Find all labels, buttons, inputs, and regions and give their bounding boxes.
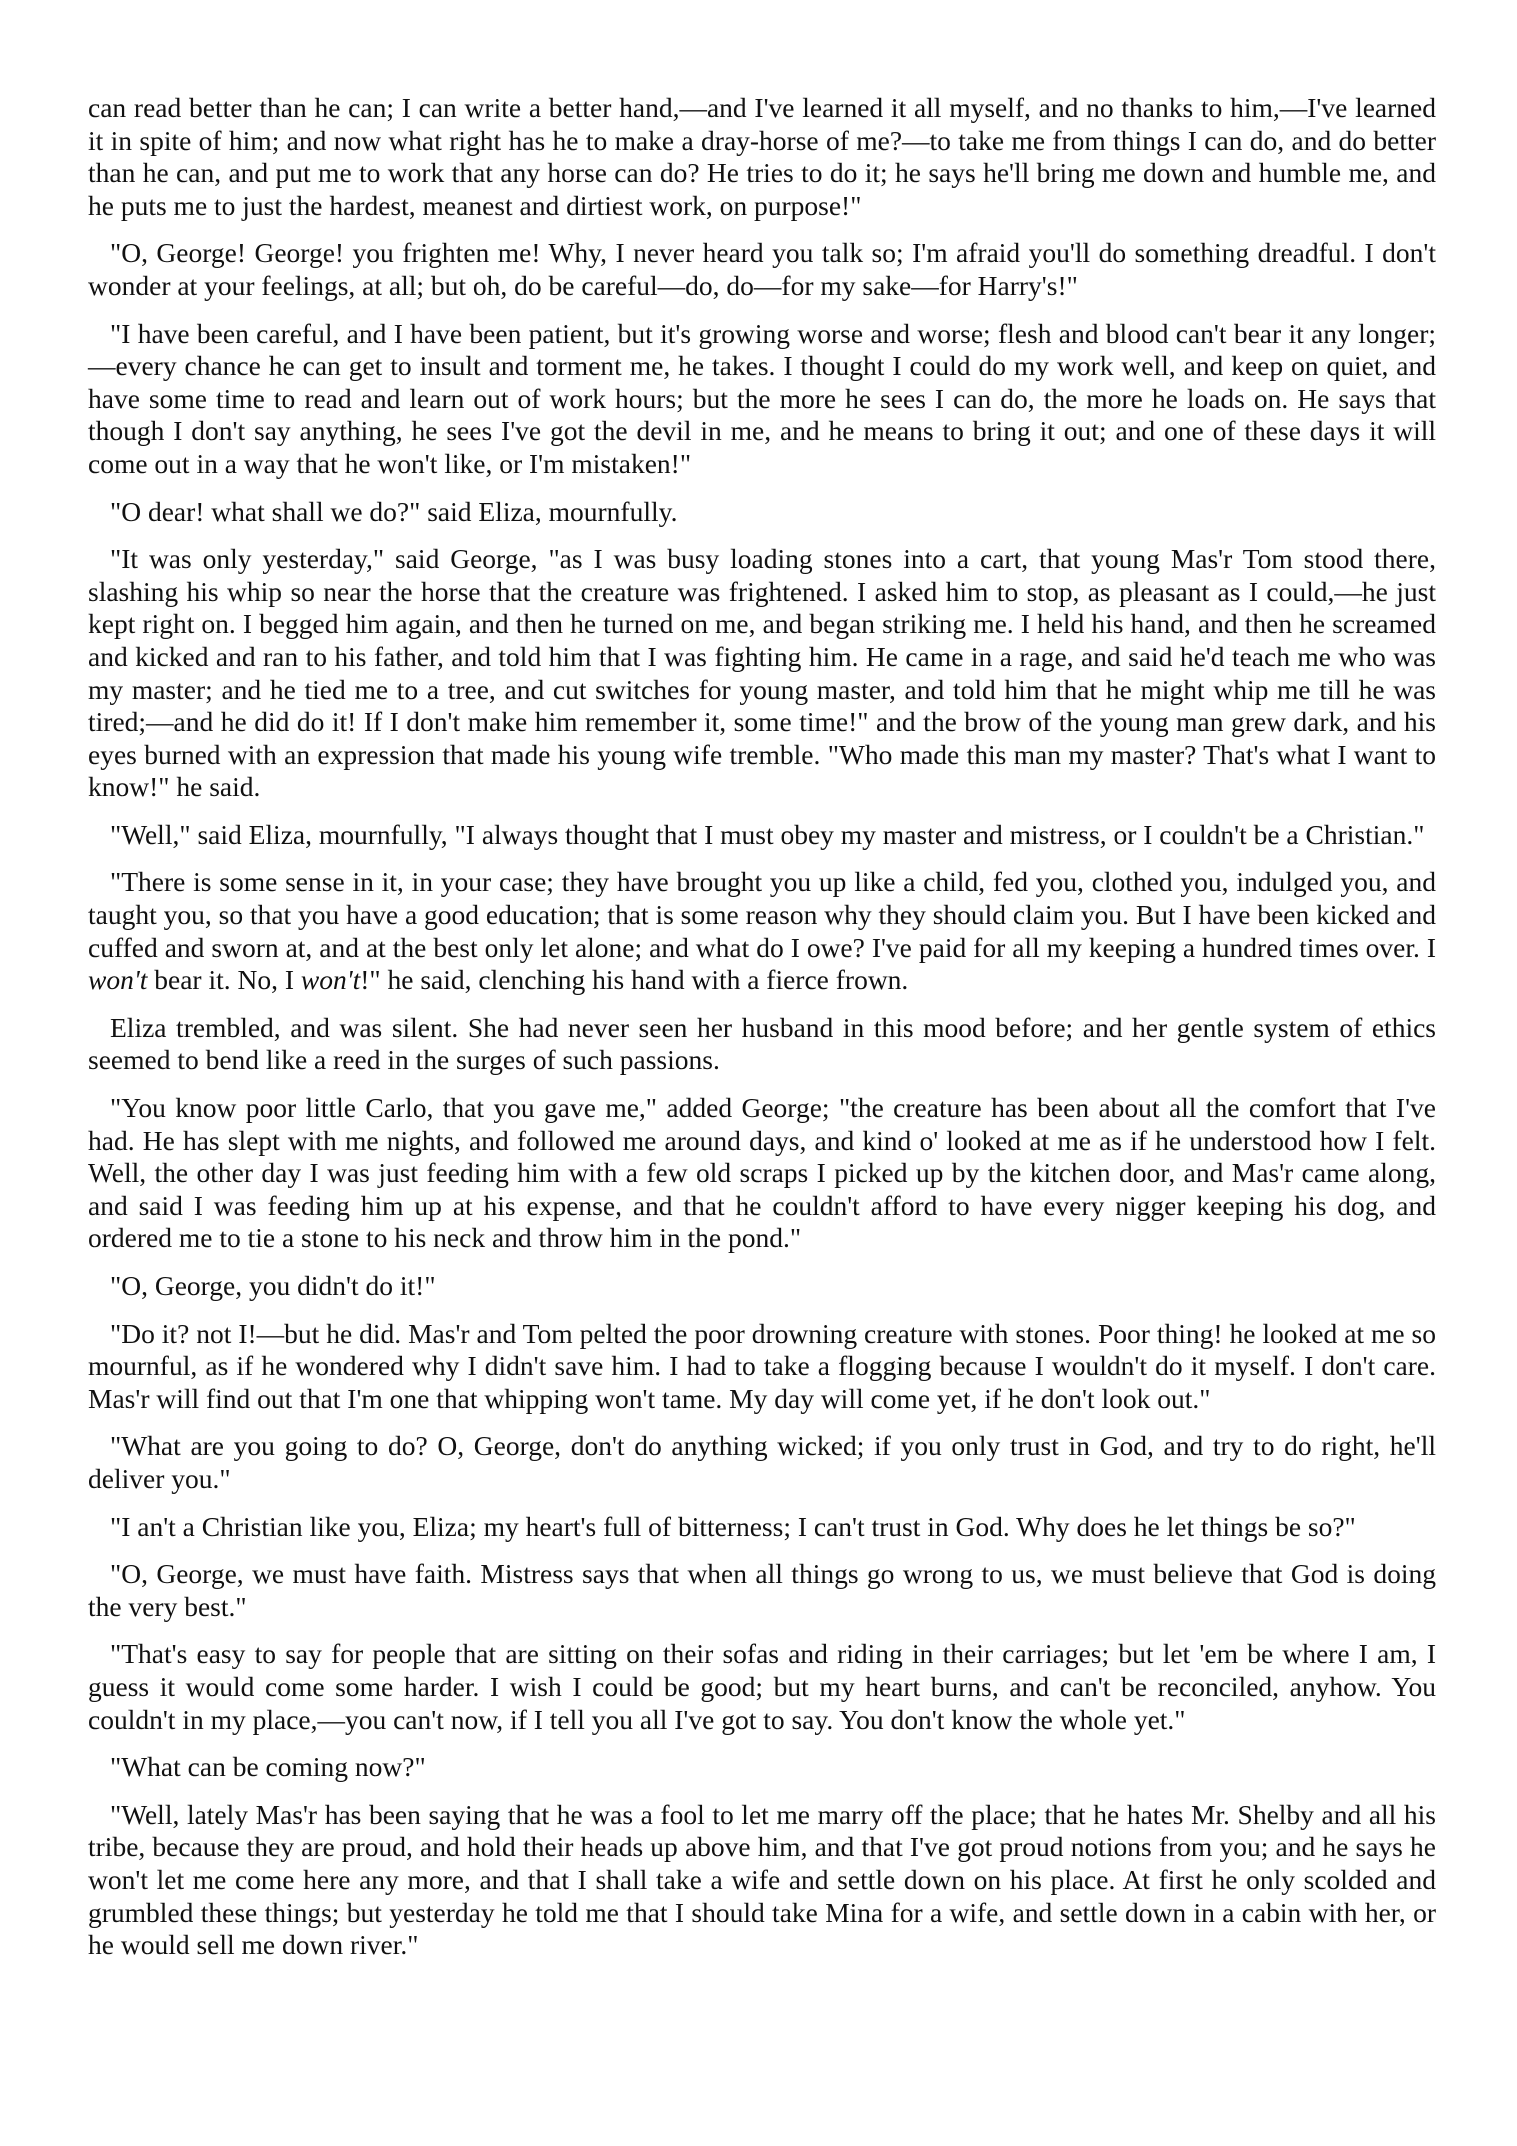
text-run: "Well," said Eliza, mournfully, "I always thought that I must obey my master and mistress, or I couldn't be a Christian." xyxy=(110,818,1425,850)
text-run: "O, George, you didn't do it!" xyxy=(110,1270,436,1301)
paragraph xyxy=(88,1751,1436,1784)
paragraph xyxy=(88,318,1436,481)
paragraph xyxy=(88,1511,1436,1544)
text-run: "O, George! George! you frighten me! Why, I never heard you talk so; I'm afraid you'll do something dreadful. I don't wonder at your feelings, at all; but oh, do be careful—do, do—for my sake—for Harry's!" xyxy=(88,237,1436,301)
text-run: "O dear! what shall we do?" said Eliza, mournfully. xyxy=(110,495,678,527)
paragraph xyxy=(88,1430,1436,1495)
text-run: "What can be coming now?" xyxy=(110,1751,426,1783)
paragraph xyxy=(88,866,1436,996)
paragraph xyxy=(88,543,1436,804)
text-run: "It was only yesterday," said George, "as I was busy loading stones into a cart, that young Mas'r Tom stood there, slashing his whip so near the horse that the creature was frightened. I asked him to stop, as pleasant as I could,—he just kept right on. I begged him again, and then he turned on me, and began striking me. I held his hand, and then he screamed and kicked and ran to his father, and told him that I was fighting him. He came in a rage, and said he'd teach me who was my master; and he tied me to a tree, and cut switches for young master, and told him that he might whip me till he was tired;—and he did do it! If I don't make him remember it, some time!" and the brow of the young man grew dark, and his eyes burned with an expression that made his young wife tremble. "Who made this man my master? That's what I want to know!" he said. xyxy=(88,543,1436,803)
italic-text: won't xyxy=(300,964,361,996)
paragraph xyxy=(88,819,1436,852)
paragraph xyxy=(88,1092,1436,1255)
paragraph xyxy=(88,1012,1436,1077)
paragraph xyxy=(88,1558,1436,1623)
text-body xyxy=(88,92,1436,1962)
text-run: Eliza trembled, and was silent. She had never seen her husband in this mood before; and her gentle system of ethics seemed to bend like a reed in the surges of such passions. xyxy=(88,1011,1436,1076)
italic-text: won't xyxy=(88,964,148,996)
paragraph xyxy=(88,1799,1436,1962)
text-run: can read better than he can; I can write a better hand,—and I've learned it all myself, and no thanks to him,—I've learned it in spite of him; and now what right has he to make a dray-horse of me?—to take me from things I can do, and do better than he can, and put me to work that any horse can do? He tries to do it; he says he'll bring me down and humble me, and he puts me to just the hardest, meanest and dirtiest work, on purpose!" xyxy=(88,92,1436,221)
text-run: "That's easy to say for people that are sitting on their sofas and riding in their carriages; but let 'em be where I am, I guess it would come some harder. I wish I could be good; but my heart burns, and can't be reconciled, anyhow. You couldn't in my place,—you can't now, if I tell you all I've got to say. You don't know the whole yet." xyxy=(88,1638,1436,1735)
text-run: "I have been careful, and I have been patient, but it's growing worse and worse; flesh and blood can't bear it any longer;—every chance he can get to insult and torment me, he takes. I thought I could do my work well, and keep on quiet, and have some time to read and learn out of work hours; but the more he sees I can do, the more he loads on. He says that though I don't say anything, he sees I've got the devil in me, and he means to bring it out; and one of these days it will come out in a way that he won't like, or I'm mistaken!" xyxy=(88,317,1436,479)
paragraph xyxy=(88,1638,1436,1736)
paragraph xyxy=(88,1318,1436,1416)
paragraph xyxy=(88,496,1436,529)
paragraph xyxy=(88,1270,1436,1303)
paragraph xyxy=(88,237,1436,302)
text-run: !" he said, clenching his hand with a fierce frown. xyxy=(360,964,909,996)
text-run: "You know poor little Carlo, that you gave me," added George; "the creature has been about all the comfort that I've had. He has slept with me nights, and followed me around days, and kind o' looked at me as if he understood how I felt. Well, the other day I was just feeding him with a few old scraps I picked up by the kitchen door, and Mas'r came along, and said I was feeding him up at his expense, and that he couldn't afford to have every nigger keeping his dog, and ordered me to tie a stone to his neck and throw him in the pond." xyxy=(88,1092,1436,1254)
text-run: "There is some sense in it, in your case; they have brought you up like a child, fed you, clothed you, indulged you, and taught you, so that you have a good education; that is some reason why they should claim you. But I have been kicked and cuffed and sworn at, and at the best only let alone; and what do I owe? I've paid for all my keeping a hundred times over. I xyxy=(88,866,1436,963)
paragraph xyxy=(88,92,1436,222)
text-run: "O, George, we must have faith. Mistress says that when all things go wrong to us, we must believe that God is doing the very best." xyxy=(88,1558,1436,1622)
text-run: bear it. No, I xyxy=(147,964,301,996)
text-run: "Well, lately Mas'r has been saying that he was a fool to let me marry off the place; that he hates Mr. Shelby and all his tribe, because they are proud, and hold their heads up above him, and that I've got proud notions from you; and he says he won't let me come here any more, and that I shall take a wife and settle down on his place. At first he only scolded and grumbled these things; but yesterday he told me that I should take Mina for a wife, and settle down in a cabin with her, or he would sell me down river." xyxy=(88,1798,1436,1961)
text-run: "Do it? not I!—but he did. Mas'r and Tom pelted the poor drowning creature with stones. Poor thing! he looked at me so mournful, as if he wondered why I didn't save him. I had to take a flogging because I wouldn't do it myself. I don't care. Mas'r will find out that I'm one that whipping won't tame. My day will come yet, if he don't look out." xyxy=(88,1317,1436,1414)
text-run: "I an't a Christian like you, Eliza; my heart's full of bitterness; I can't trust in God. Why does he let things be so?" xyxy=(110,1510,1356,1542)
text-run: "What are you going to do? O, George, don't do anything wicked; if you only trust in God, and try to do right, he'll deliver you." xyxy=(88,1430,1436,1494)
